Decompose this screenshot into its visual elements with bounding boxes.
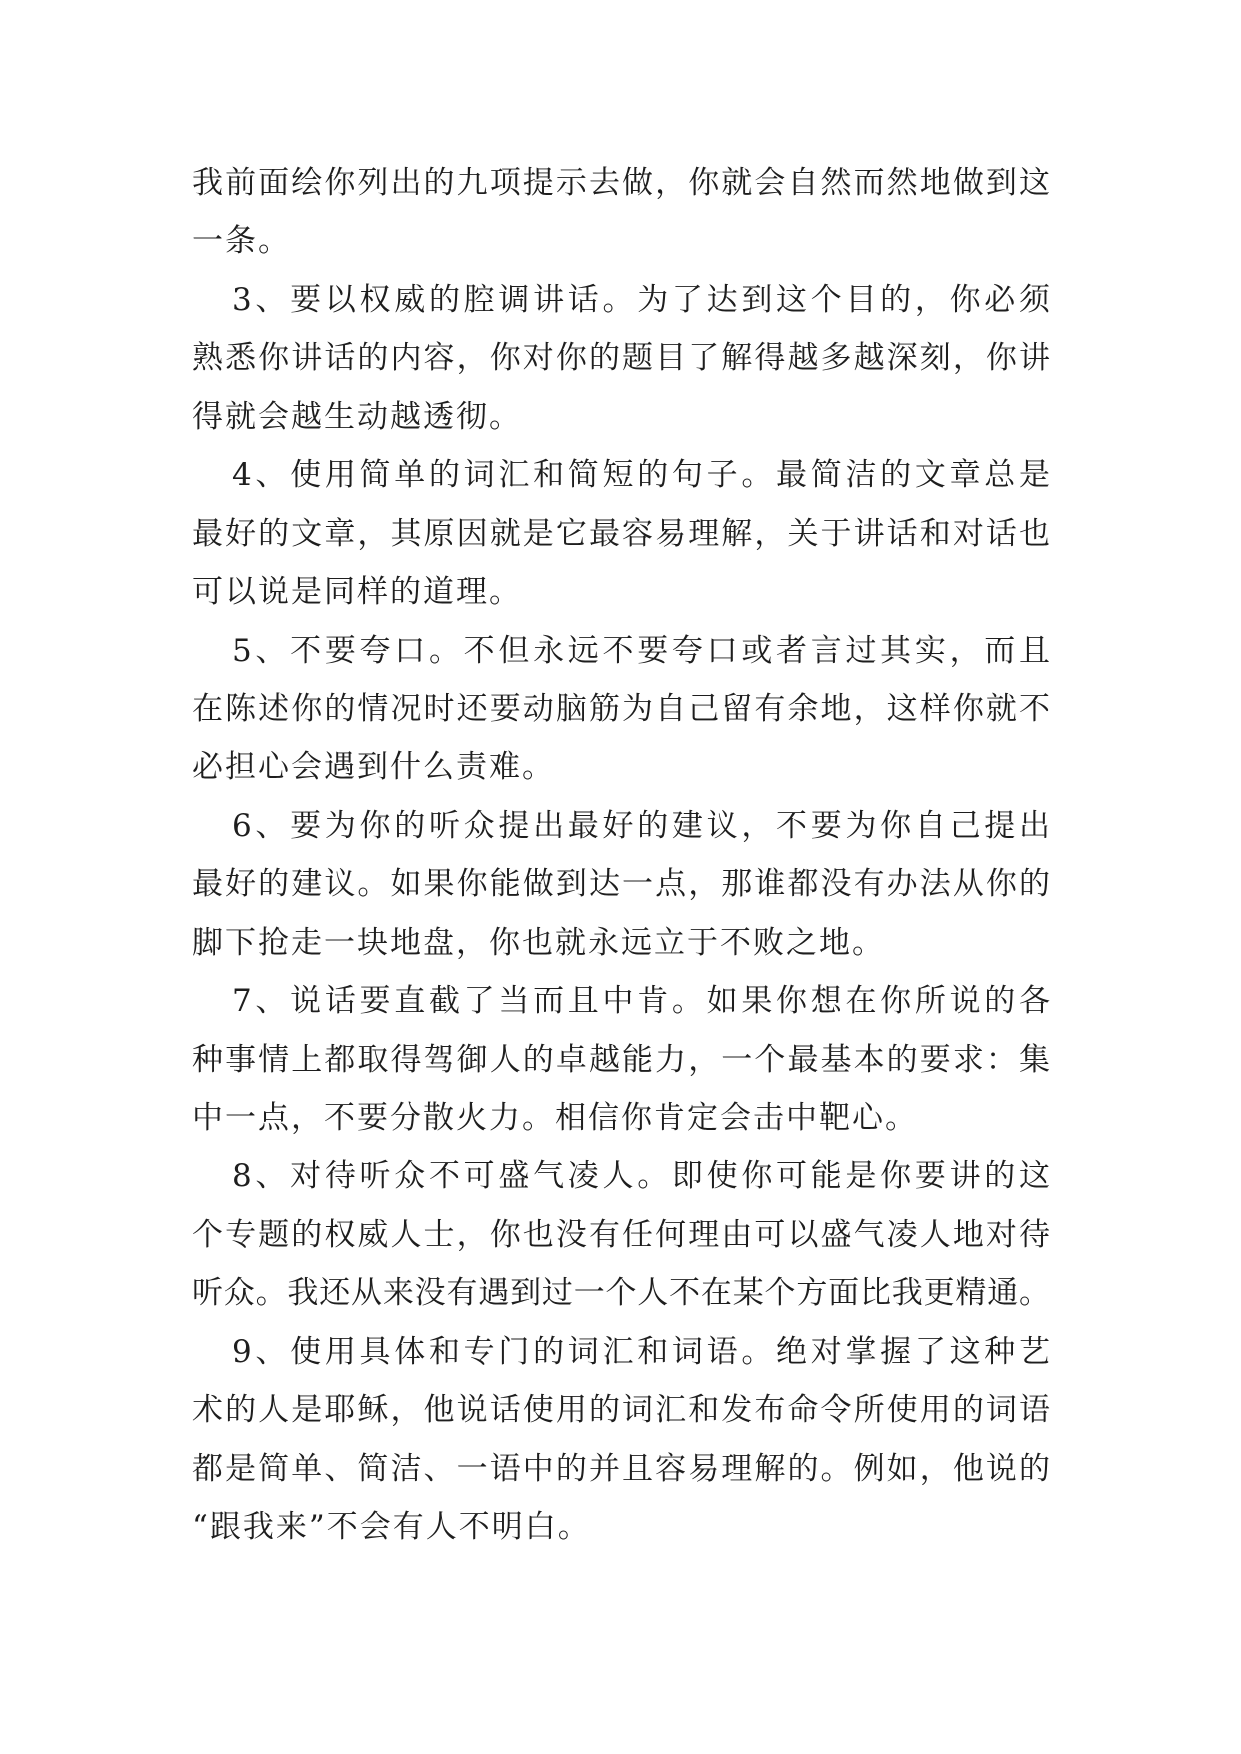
text-line: 9、使用具体和专门的词汇和词语。绝对掌握了这种艺 (232, 1333, 1050, 1370)
text-line: 8、对待听众不可盛气凌人。即使你可能是你要讲的这 (232, 1158, 1050, 1195)
text-line: 7、说话要直截了当而且中肯。如果你想在你所说的各 (232, 983, 1050, 1020)
document-body (192, 154, 1050, 1557)
text-line: “跟我来”不会有人不明白。 (192, 1509, 591, 1546)
paragraph (192, 622, 1050, 797)
text-line: 中一点，不要分散火力。相信你肯定会击中靶心。 (192, 1100, 918, 1136)
text-line: 必担心会遇到什么责难。 (192, 749, 555, 786)
paragraph (192, 797, 1050, 972)
paragraph (192, 154, 1050, 271)
text-line: 6、要为你的听众提出最好的建议，不要为你自己提出 (232, 807, 1050, 844)
text-line: 我前面绘你列出的九项提示去做，你就会自然而然地做到这 (192, 165, 1050, 201)
text-line: 脚下抢走一块地盘，你也就永远立于不败之地。 (192, 924, 885, 961)
text-line: 5、不要夸口。不但永远不要夸口或者言过其实，而且 (232, 632, 1050, 669)
text-line: 种事情上都取得驾御人的卓越能力，一个最基本的要求：集 (192, 1041, 1050, 1078)
text-line: 都是简单、简洁、一语中的并且容易理解的。例如，他说的 (192, 1450, 1050, 1487)
text-line: 最好的建议。如果你能做到达一点，那谁都没有办法从你的 (192, 866, 1050, 903)
text-line: 在陈述你的情况时还要动脑筋为自己留有余地，这样你就不 (192, 690, 1050, 727)
text-line: 一条。 (192, 223, 291, 260)
text-line: 得就会越生动越透彻。 (192, 398, 522, 435)
paragraph (192, 446, 1050, 621)
text-line: 听众。我还从来没有遇到过一个人不在某个方面比我更精通。 (192, 1275, 1050, 1312)
paragraph (192, 1323, 1050, 1557)
text-line: 熟悉你讲话的内容，你对你的题目了解得越多越深刻，你讲 (192, 340, 1050, 377)
paragraph (192, 1147, 1050, 1322)
text-line: 3、要以权威的腔调讲话。为了达到这个目的，你必须 (232, 281, 1050, 318)
text-line: 最好的文章，其原因就是它最容易理解，关于讲话和对话也 (192, 515, 1050, 552)
text-line: 可以说是同样的道理。 (192, 574, 522, 611)
text-line: 个专题的权威人士，你也没有任何理由可以盛气凌人地对待 (192, 1216, 1050, 1253)
paragraph (192, 972, 1050, 1147)
text-line: 术的人是耶稣，他说话使用的词汇和发布命令所使用的词语 (192, 1392, 1050, 1429)
text-line: 4、使用简单的词汇和简短的句子。最简洁的文章总是 (232, 457, 1050, 494)
paragraph (192, 271, 1050, 446)
